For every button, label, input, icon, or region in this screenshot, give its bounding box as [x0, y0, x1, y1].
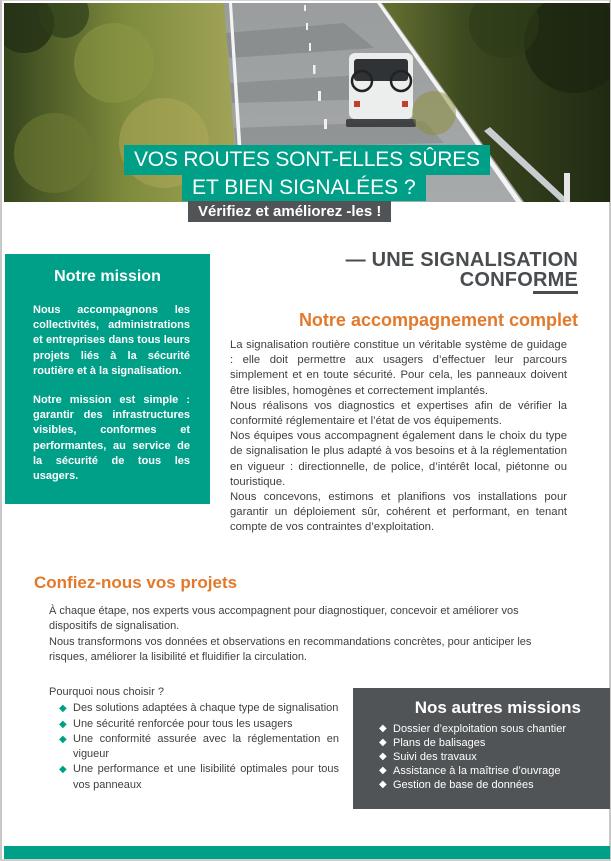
why-intro: Pourquoi nous choisir ? [49, 686, 164, 698]
diamond-bullet-icon: ◆ [379, 765, 387, 776]
footer-accent-bar [4, 846, 610, 860]
diamond-bullet-icon: ◆ [379, 723, 387, 734]
section-title-line-1: — UNE SIGNALISATION [345, 249, 578, 271]
mission-title: Notre mission [54, 268, 161, 285]
other-missions-title: Nos autres missions [414, 698, 581, 717]
diamond-bullet-icon: ◆ [59, 733, 67, 745]
projects-heading: Confiez-nous vos projets [34, 573, 238, 592]
section-title [346, 250, 578, 290]
section-title-line-2-start: CONFO [459, 269, 533, 291]
accompaniment-paragraph-3: Nos équipes vous accompagnent également dans le choix du type de signalisation le plus adapté à vos besoins et à la réglementation en vigueur : directionnelle, de police, d’intérêt local, piétonne ou touristique. [230, 430, 567, 488]
why-list-item: ◆ Une conformité assurée avec la réglementation en vigueur [59, 732, 339, 761]
hero-subtitle: Vérifiez et améliorez -les ! [188, 201, 391, 222]
diamond-bullet-icon: ◆ [59, 718, 67, 730]
projects-paragraph-2: Nous transformons vos données et observations en recommandations concrètes, pour anticiper les risques, améliorer la lisibilité et fluidifier la circulation. [49, 635, 532, 663]
other-missions-item: ◆ Dossier d’exploitation sous chantier [379, 723, 567, 735]
other-missions-item: ◆ Assistance à la maîtrise d’ouvrage [379, 765, 561, 777]
diamond-bullet-icon: ◆ [379, 737, 387, 748]
accompaniment-paragraph-4: Nous concevons, estimons et planifions vos installations pour garantir un déploiement sûr, cohérent et performant, en tenant compte de vos contraintes d’exploitation. [230, 491, 567, 534]
why-list-item: ◆ Des solutions adaptées à chaque type de signalisation [59, 701, 339, 716]
section-title-line-2 [346, 270, 578, 290]
accompaniment-paragraph-1: La signalisation routière constitue un véritable système de guidage : elle doit permettre aux usagers d’effectuer leur parcours simplement et en toute sécurité. Pour cela, les panneaux doivent être lisibles, homogènes et correctement implantés. [230, 339, 567, 397]
other-missions-list [379, 722, 610, 792]
other-missions-box [353, 688, 610, 809]
projects-body [49, 604, 559, 665]
why-list-item: ◆ Une performance et une lisibilité optimales pour tous vos panneaux [59, 763, 339, 791]
accompaniment-heading: Notre accompagnement complet [298, 310, 578, 330]
diamond-bullet-icon: ◆ [379, 751, 387, 762]
why-list-item: ◆ Une sécurité renforcée pour tous les usagers [59, 717, 339, 732]
other-missions-item: ◆ Gestion de base de données [379, 779, 534, 791]
accompaniment-paragraph-2: Nous réalisons vos diagnostics et expertises afin de vérifier la conformité réglementaire et l’état de vos équipements. [230, 399, 567, 428]
diamond-bullet-icon: ◆ [59, 703, 67, 715]
projects-paragraph-1: À chaque étape, nos experts vous accompagnent pour diagnostiquer, concevoir et améliorer vos dispositifs de signalisation. [49, 605, 519, 633]
mission-box [5, 254, 210, 504]
why-list [49, 701, 339, 793]
other-missions-item: ◆ Plans de balisages [379, 737, 486, 749]
hero-title-line-2: ET BIEN SIGNALÉES ? [182, 174, 426, 201]
section-title-line-2-underlined: RME [533, 269, 578, 294]
hero-title-line-1: VOS ROUTES SONT-ELLES SÛRES [124, 145, 490, 175]
mission-paragraph-1: Nous accompagnons les collectivités, administrations et entreprises dans tous leurs projets liés à la sécurité routière et à la signalisation. [33, 304, 190, 377]
diamond-bullet-icon: ◆ [59, 764, 67, 776]
accompaniment-body [230, 338, 567, 536]
why-choose-us [49, 685, 339, 793]
mission-paragraph-2: Notre mission est simple : garantir des infrastructures visibles, conformes et performantes, au service de la sécurité de tous les usagers. [33, 394, 190, 483]
other-missions-item: ◆ Suivi des travaux [379, 751, 477, 763]
diamond-bullet-icon: ◆ [379, 779, 387, 790]
